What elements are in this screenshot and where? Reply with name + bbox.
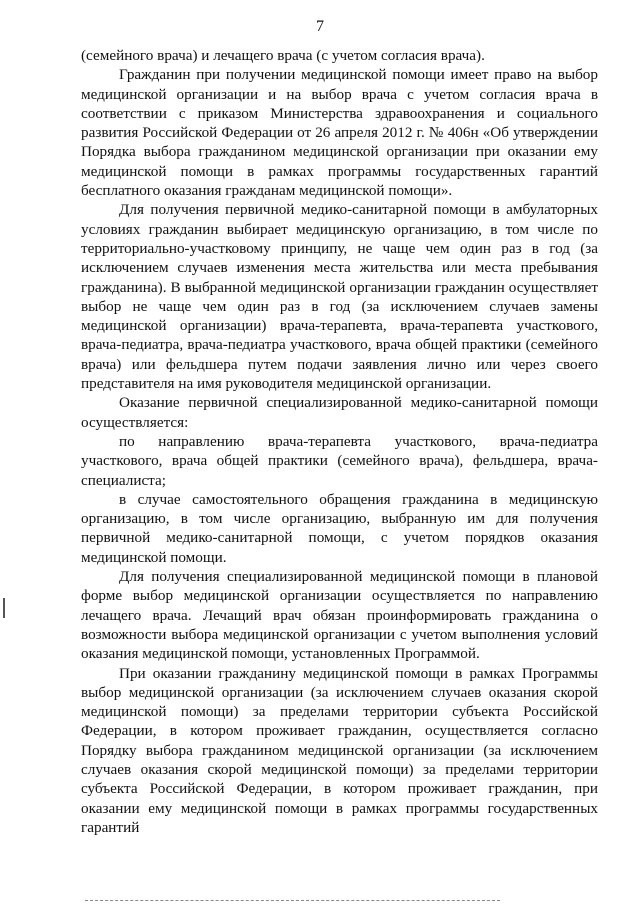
document-body bbox=[81, 46, 598, 837]
paragraph-by-referral: по направлению врача-терапевта участкового, врача-педиатра участкового, врача общей практики (семейного врача), фельдшера, врача-специалиста; bbox=[81, 432, 598, 489]
paragraph-right-to-choose: Гражданин при получении медицинской помощи имеет право на выбор медицинской организации и на выбор врача с учетом согласия врача в соответствии с приказом Министерства здравоохранения и социального развития Российской Федерации от 26 апреля 2012 г. № 406н «Об утверждении Порядка выбора гражданином медицинской организации при оказании ему медицинской помощи в рамках программы государственных гарантий бесплатного оказания гражданам медицинской помощи». bbox=[81, 66, 598, 200]
scan-bottom-edge bbox=[85, 900, 500, 902]
paragraph-specialized-planned-care: Для получения специализированной медицинской помощи в плановой форме выбор медицинской организации осуществляется по направлению лечащего врача. Лечащий врач обязан проинформировать гражданина о возможности выбора медицинской организации с учетом выполнения условий оказания медицинской помощи, установленных Программой. bbox=[81, 568, 598, 663]
paragraph-specialized-primary-care: Оказание первичной специализированной медико-санитарной помощи осуществляется: bbox=[81, 394, 598, 431]
scan-margin-mark bbox=[3, 598, 5, 618]
paragraph-continuation: (семейного врача) и лечащего врача (с учетом согласия врача). bbox=[81, 47, 485, 64]
paragraph-self-referral: в случае самостоятельного обращения гражданина в медицинскую организацию, в том числе организацию, выбранную им для получения первичной медико-санитарной помощи, с учетом порядков оказания медицинской помощи. bbox=[81, 490, 598, 566]
page-number: 7 bbox=[316, 18, 324, 35]
paragraph-primary-care-choice: Для получения первичной медико-санитарной помощи в амбулаторных условиях гражданин выбирает медицинскую организацию, в том числе по территориально-участковому принципу, не чаще чем один раз в год (за исключением случаев изменения места жительства или места пребывания гражданина). В выбранной медицинской организации гражданин осуществляет выбор не чаще чем один раз в год (за исключением случаев замены медицинской организации) врача-терапевта, врача-терапевта участкового, врача-педиатра, врача-педиатра участкового, врача общей практики (семейного врача) или фельдшера путем подачи заявления лично или через своего представителя на имя руководителя медицинской организации. bbox=[81, 201, 598, 393]
paragraph-outside-region: При оказании гражданину медицинской помощи в рамках Программы выбор медицинской организации (за исключением случаев оказания скорой медицинской помощи) за пределами территории субъекта Российской Федерации, в котором проживает гражданин, осуществляется согласно Порядку выбора гражданином медицинской организации (за исключением случаев оказания скорой медицинской помощи) за пределами территории субъекта Российской Федерации, в котором проживает гражданин, при оказании ему медицинской помощи в рамках программы государственных гарантий bbox=[81, 664, 598, 836]
